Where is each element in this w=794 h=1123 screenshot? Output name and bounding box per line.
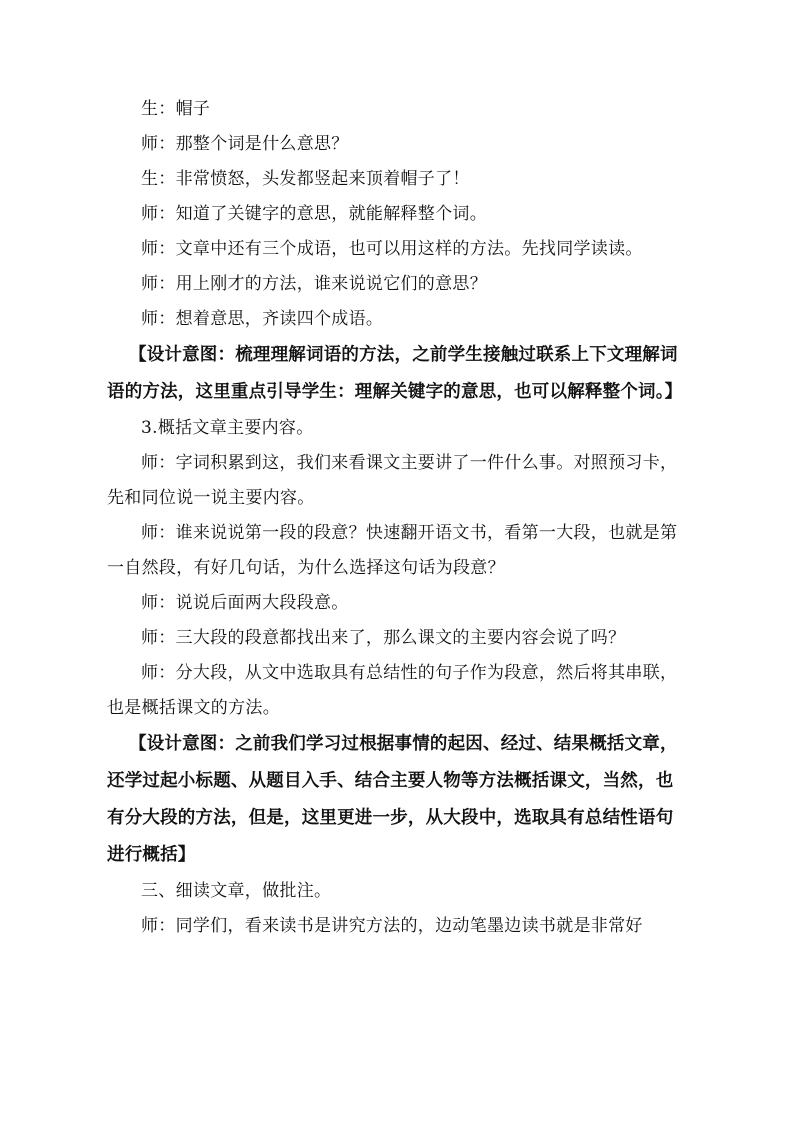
dialogue-line: 师：文章中还有三个成语，也可以用这样的方法。先找同学读读。: [141, 239, 643, 259]
design-intent-note: 【设计意图：梳理理解词语的方法，之前学生接触过联系上下文理解词语的方法，这里重点引导学生：理解关键字的意思，也可以解释整个词。】: [107, 345, 683, 402]
dialogue-line: 师：字词积累到这，我们来看课文主要讲了一件什么事。对照预习卡，先和同位说一说主要内容。: [107, 453, 678, 508]
dialogue-line: 师：用上刚才的方法，谁来说说它们的意思？: [141, 274, 487, 294]
document-body: [107, 92, 687, 944]
dialogue-line: 师：同学们，看来读书是讲究方法的，边动笔墨边读书就是非常好: [141, 916, 643, 936]
dialogue-line: 师：三大段的段意都找出来了，那么课文的主要内容会说了吗？: [141, 628, 626, 648]
dialogue-line: 师：谁来说说第一段的段意？快速翻开语文书，看第一大段，也就是第一自然段，有好几句话，为什么选择这句话为段意？: [107, 523, 678, 578]
design-intent-note: 【设计意图：之前我们学习过根据事情的起因、经过、结果概括文章，还学过起小标题、从题目入手、结合主要人物等方法概括课文，当然，也有分大段的方法，但是，这里更进一步，从大段中，选取具有总结性语句进行概括】: [107, 734, 678, 865]
section-heading: 三、细读文章，做批注。: [141, 881, 332, 901]
dialogue-line: 生：帽子: [141, 99, 211, 119]
dialogue-line: 师：分大段，从文中选取具有总结性的句子作为段意，然后将其串联，也是概括课文的方法。: [107, 663, 678, 718]
dialogue-line: 生：非常愤怒，头发都竖起来顶着帽子了！: [141, 169, 470, 189]
dialogue-line: 师：说说后面两大段段意。: [141, 593, 349, 613]
dialogue-line: 师：知道了关键字的意思，就能解释整个词。: [141, 204, 487, 224]
section-subheading: 3.概括文章主要内容。: [141, 418, 314, 438]
dialogue-line: 师：那整个词是什么意思？: [141, 134, 349, 154]
dialogue-line: 师：想着意思，齐读四个成语。: [141, 309, 384, 329]
